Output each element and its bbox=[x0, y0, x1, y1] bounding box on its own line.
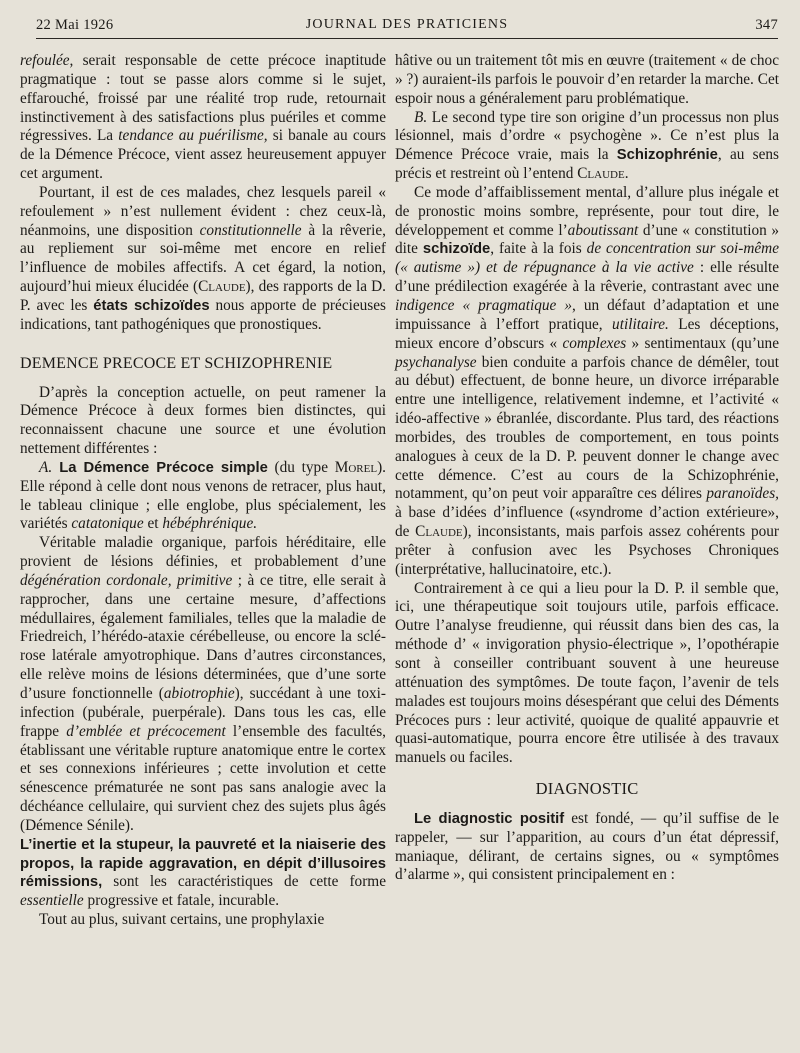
paragraph bbox=[20, 534, 386, 836]
text-run: ), succédant à une toxi-infection (pubérale, puerpérale). Dans tous les cas, elle frappe bbox=[20, 685, 386, 740]
italic-run: utilitaire. bbox=[612, 315, 669, 333]
paragraph bbox=[20, 52, 386, 184]
italic-run: constitutionnelle bbox=[199, 221, 302, 239]
text-run: Véritable maladie organique, parfois héréditaire, elle provient de lésions définies, et probablement d’une bbox=[20, 534, 386, 571]
italic-run: indigence « pragmatique » bbox=[395, 296, 572, 314]
text-run: ). Elle répond à celle dont nous venons de retracer, plus haut, le tableau clinique ; elle englobe, plus spécialement, les variétés bbox=[20, 458, 386, 533]
text-run: progressive et fatale, incurable. bbox=[83, 892, 280, 910]
paragraph bbox=[20, 459, 386, 534]
bold-run: L’inertie et la stupeur, la pauvreté et la niaiserie des propos, la rapide aggravation, en dépit d’illusoires rémissions, bbox=[20, 836, 386, 891]
text-run: , un défaut d’adaptation et une impuissance à l’effort pratique, bbox=[395, 296, 779, 333]
page-number: 347 bbox=[755, 17, 778, 33]
italic-run: B. bbox=[414, 108, 428, 126]
text-run: à la rêverie, au repliement sur soi-même met encore en relief l’influence de mobiles affectifs. A cet égard, la notion, aujourd’hui mieux élucidée ( bbox=[20, 221, 386, 296]
italic-run: essentielle bbox=[20, 892, 84, 910]
italic-run: aboutissant bbox=[567, 221, 639, 239]
paragraph bbox=[20, 184, 386, 335]
text-run: nous apporte de précieuses indications, tant pathogéniques que pronostiques. bbox=[20, 296, 386, 333]
paragraph bbox=[395, 810, 779, 885]
left-column bbox=[20, 52, 386, 930]
author-name: Morel bbox=[334, 458, 378, 476]
paragraph: D’après la conception actuelle, on peut ramener la Démence Précoce à deux formes bien distinctes, qui reconnaissent chacune une source et une évolution nettement différentes : bbox=[20, 383, 386, 458]
bold-run: états schizoïdes bbox=[93, 297, 210, 314]
paragraph: hâtive ou un traitement tôt mis en œuvre (traitement « de choc » ?) auraient-ils parfois le pouvoir d’en retarder la marche. Cet espoir nous a généralement paru problématique. bbox=[395, 52, 779, 107]
text-run: Pourtant, il est de ces malades, chez lesquels pareil « refoulement » n’est nullement évident : chez ceux-là, néanmoins, une disposition bbox=[20, 183, 386, 239]
text-run: ; à ce titre, elle serait à rapprocher, dans une certaine mesure, d’affections médullaires, également familiales, telles que la maladie de Friedreich, l’hérédo-ataxie cérébelleuse, ou encore la sclérose latérale amyotrophique. Dans d’autres circonstances, elle relève moins de lésions déterminées, que d’une sorte d’usure fonctionnelle ( bbox=[20, 571, 386, 702]
text-run: d’une « constitution » dite bbox=[395, 221, 779, 258]
paragraph bbox=[395, 184, 779, 580]
text-run: » sentimentaux (qu’une bbox=[626, 334, 779, 352]
italic-run: de concentration sur soi-même (« autisme ») et de répugnance à la vie active bbox=[395, 240, 779, 277]
text-run: ), des rapports de la D. P. avec les bbox=[20, 278, 387, 314]
text-run: Les déceptions, mieux encore d’obscurs « bbox=[395, 315, 779, 352]
text-run: l’ensemble des facultés, établissant une véritable rupture anatomique entre le cortex et ses connexions inférieures ; cette involution et cette sénescence prématurée ne sont pas sans analogie avec la déchéance cellulaire, qui survient chez des sujets plus âgés (Démence Sénile). bbox=[20, 722, 387, 834]
bold-run: schizoïde bbox=[422, 241, 491, 258]
paragraph bbox=[20, 836, 386, 911]
text-run: : elle résulte d’une prédilection exagérée à la rêverie, contrastant avec une bbox=[395, 259, 780, 296]
italic-run: refoulée, bbox=[20, 52, 74, 69]
text-run: sont les caractéristiques de cette forme bbox=[102, 873, 386, 891]
author-name: Claude bbox=[415, 523, 463, 541]
section-heading: DIAGNOSTIC bbox=[535, 779, 639, 799]
italic-run: complexes bbox=[562, 334, 627, 352]
italic-run: abiotrophie bbox=[163, 685, 235, 702]
bold-run: La Démence Précoce simple bbox=[52, 459, 268, 476]
text-run: et bbox=[143, 515, 163, 533]
text-run: . bbox=[624, 165, 629, 183]
right-column bbox=[395, 52, 779, 885]
italic-run: paranoïdes, bbox=[706, 485, 779, 503]
section-heading: DEMENCE PRECOCE ET SCHIZOPHRENIE bbox=[20, 354, 333, 372]
text-run: , faite à la fois bbox=[490, 240, 587, 258]
author-name: Claude bbox=[198, 278, 246, 296]
italic-run: tendance au puérilisme, bbox=[118, 127, 268, 145]
italic-run: psychanalyse bbox=[395, 353, 477, 371]
text-run: serait responsable de cette précoce inaptitude pragmatique : tout se passe alors comme si le sujet, effarouché, froissé par une réalité trop rude, retournait instinctivement à des satisfactions plus puériles et comme régressives. La bbox=[20, 52, 386, 145]
paragraph: Contrairement à ce qui a lieu pour la D. P. il semble que, ici, une thérapeutique soit toujours utile, parfois efficace. Outre l’analyse freudienne, qui réussit dans bien des cas, la méthode d’ « invigoration physio-électrique », l’opothérapie sont à conseiller contribuant souvent à une heureuse atténuation des symptômes. De toute façon, l’avenir de tels malades est toujours moins désespérant que celui des Déments Précoces purs : leur activité, quoique de qualité appauvrie et quasi-automatique, pourra encore être utilisée à des travaux manuels ou faciles. bbox=[395, 579, 779, 767]
bold-run: Schizophrénie bbox=[616, 147, 718, 164]
paragraph: Tout au plus, suivant certains, une prophylaxie bbox=[39, 911, 325, 929]
bold-run: Le diagnostic positif bbox=[414, 810, 565, 827]
paragraph bbox=[395, 109, 779, 184]
text-run: si banale au cours de la Démence Précoce, vient assez heureusement appuyer cet argument. bbox=[20, 127, 386, 183]
text-run: à base d’idées d’influence («syndrome d’action extérieure», de bbox=[395, 504, 779, 541]
text-run: ), inconsistants, mais parfois assez cohérents pour prêter à confusion avec les Psychoses Chroniques (interprétative, hallucinatoire, etc.). bbox=[395, 523, 779, 578]
italic-run: dégénération cordonale, primitive bbox=[20, 571, 233, 589]
running-header bbox=[36, 16, 778, 39]
text-run: bien conduite a parfois chance de démêler, tout au début) effectuent, de bonne heure, un divorce irréparable entre une intelligence, relativement indemne, et l’activité « idéo-affective » ébranlée, discordante. Plus tard, des réactions morbides, des troubles de comportement, en tous points analogues à ceux de la D. P. peuvent donner le change avec cette démence. C’est au cours de la Schizophrénie, notamment, qu’on peut voir apparaître ces délires bbox=[395, 353, 779, 503]
text-run: Le second type tire son origine d’un processus non plus lésionnel, mais d’ordre « psychogène ». Ce n’est plus la Démence Précoce vraie, mais la bbox=[395, 108, 779, 164]
text-run: Ce mode d’affaiblissement mental, d’allure plus inégale et de pronostic moins sombre, représente, pour tout dire, le développement et comme l’ bbox=[395, 183, 779, 239]
italic-run: d’emblée et précocement bbox=[66, 722, 226, 740]
journal-title: JOURNAL DES PRATICIENS bbox=[305, 17, 509, 32]
italic-run: catatonique bbox=[71, 515, 144, 533]
italic-run: hébéphrénique. bbox=[162, 515, 258, 533]
text-run: est fondé, — qu’il suffise de le rappeler, — sur l’apparition, au cours d’un état dépressif, maniaque, délirant, de certains signes, ou « symptômes d’alarme », qui consistent principalement en : bbox=[395, 809, 779, 884]
issue-date: 22 Mai 1926 bbox=[36, 17, 114, 33]
text-run: , au sens précis et restreint où l’entend bbox=[395, 146, 779, 183]
italic-run: A. bbox=[39, 458, 53, 476]
author-name: Claude bbox=[577, 165, 625, 183]
text-run: (du type bbox=[267, 458, 335, 476]
